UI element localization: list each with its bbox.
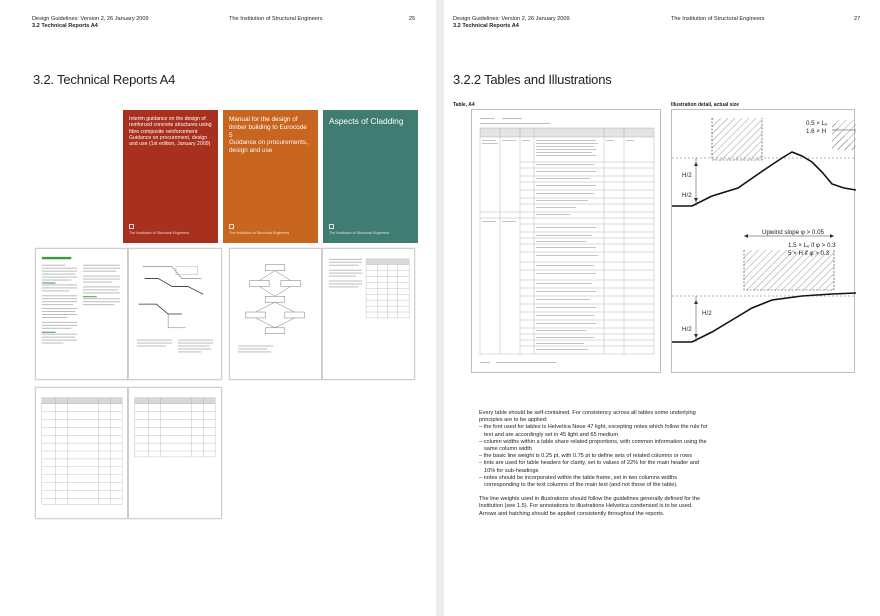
illustration-label-h2-a: H/2	[682, 172, 692, 179]
illustration-image	[671, 109, 855, 373]
illustration-caption: Illustration detail, actual size	[671, 102, 740, 108]
cover-logo: The Institution of Structural Engineers	[229, 224, 289, 235]
left-page-number: 25	[409, 16, 416, 22]
cover-title: Interim guidance on the design of reinforced concrete structures using fibre composite reinforcement	[129, 116, 212, 135]
illustration-label-h2-d: H/2	[682, 326, 692, 333]
cover-title: Aspects of Cladding	[329, 116, 404, 126]
left-header-section: 3.2 Technical Reports A4	[32, 23, 98, 29]
cover-subtitle: Guidance on procurement, design and use (1st edition, January 2009)	[129, 134, 211, 148]
left-header-title: Design Guidelines: Version 2, 26 January 2009	[32, 16, 149, 22]
body-text	[479, 410, 709, 518]
institution-logo-icon	[129, 224, 134, 229]
cover-logo: The Institution of Structural Engineers	[129, 224, 189, 235]
thumbnail-table-page	[322, 248, 415, 380]
right-header-title: Design Guidelines: Version 2, 26 January 2009	[453, 16, 570, 22]
list-item: – column widths within a table share related proportions, with common information using the same column width	[479, 438, 707, 453]
thumbnail-text-page	[35, 248, 128, 380]
thumbnail-large-table-page	[35, 387, 128, 519]
thumbnail-table-continued-page	[128, 387, 222, 519]
body-intro: Every table should be self-contained. For consistency across all tables some underlying principles are to be applied:	[479, 410, 696, 424]
guideline-list	[479, 424, 709, 489]
left-page	[0, 0, 436, 616]
list-item: – the font used for tables is Helvetica Neue 47 light, excepting notes which follow the rule for text and are accordingly set in 45 light and 65 medium	[479, 424, 708, 438]
left-page-title: 3.2. Technical Reports A4	[33, 72, 176, 87]
left-page-header	[32, 16, 149, 30]
illustration-label-slope: Upwind slope φ > 0.05	[762, 229, 824, 236]
left-header-org: The Institution of Structural Engineers	[229, 16, 323, 22]
body-outro: The line weights used in illustrations should follow the guidelines generally defined for the Institution (see 1.5). For annotations to illustrations Helvetica condensed is to be used. Arrows and hatching should be applied consistently throughout the reports.	[479, 496, 701, 517]
list-item: – the basic line weight is 0.25 pt, with 0.75 pt to define sets of related columns or rows	[479, 453, 692, 460]
cover-aspects-of-cladding	[323, 110, 418, 243]
list-item: – tints are used for table headers for clarity, set to values of 22% for the main header and 10% for sub-headings	[479, 460, 700, 474]
right-page-header	[453, 16, 570, 30]
right-page	[444, 0, 880, 616]
cover-logo: The Institution of Structural Engineers	[329, 224, 389, 235]
table-miniature	[472, 110, 662, 374]
table-image	[471, 109, 661, 373]
illustration-label-top: 0.5 × Lₑ 1.6 × H	[806, 120, 828, 135]
thumbnail-diagram-page	[128, 248, 222, 380]
illustration-label-h2-c: H/2	[702, 310, 712, 317]
cover-subtitle: Guidance on procurements, design and use	[229, 139, 308, 155]
illustration-label-h2-b: H/2	[682, 192, 692, 199]
cover-title: Manual for the design of timber building to Eurocode 5	[229, 116, 307, 139]
institution-logo-icon	[229, 224, 234, 229]
right-page-number: 27	[854, 16, 861, 22]
thumbnail-flowchart-page	[229, 248, 322, 380]
institution-logo-icon	[329, 224, 334, 229]
right-page-title: 3.2.2 Tables and Illustrations	[453, 72, 612, 87]
cover-timber-eurocode	[223, 110, 318, 243]
cover-fibre-composite	[123, 110, 218, 243]
list-item: – notes should be incorporated within the table frame, set in two columns widths corresponding to the text columns of the main text (and not those of the table).	[479, 474, 678, 489]
right-header-org: The Institution of Structural Engineers	[671, 16, 765, 22]
table-caption: Table, A4	[453, 102, 475, 108]
illustration-label-mid: 1.5 × Lₑ if φ > 0.3 5 × H if φ > 0.3	[788, 242, 836, 257]
right-header-section: 3.2 Technical Reports A4	[453, 23, 519, 29]
